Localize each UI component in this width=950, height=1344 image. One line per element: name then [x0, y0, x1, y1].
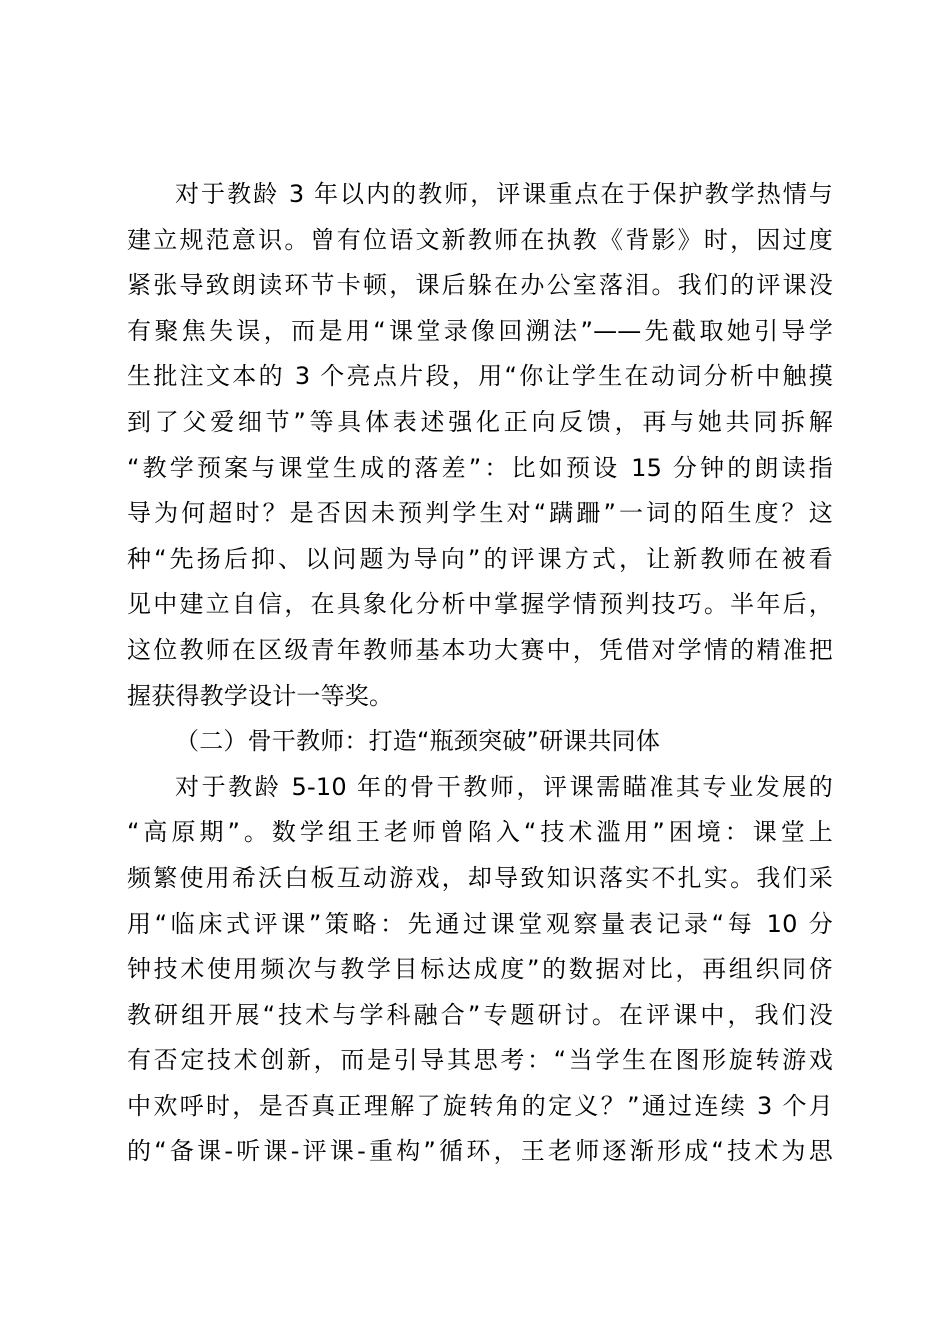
- paragraph-line: 生批注文本的 3 个亮点片段，用“你让学生在动词分析中触摸: [127, 362, 833, 391]
- paragraph-line: “教学预案与课堂生成的落差”：比如预设 15 分钟的朗读指: [127, 453, 833, 482]
- paragraph-line: 到了父爱细节”等具体表述强化正向反馈，再与她共同拆解: [127, 407, 833, 436]
- paragraph-line: 钟技术使用频次与教学目标达成度”的数据对比，再组织同侪: [127, 955, 833, 984]
- paragraph-line: 用“临床式评课”策略：先通过课堂观察量表记录“每 10 分: [127, 909, 833, 938]
- paragraph-line: 种“先扬后抑、以问题为导向”的评课方式，让新教师在被看: [127, 544, 833, 573]
- paragraph-line: 对于教龄 3 年以内的教师，评课重点在于保护教学热情与: [175, 180, 833, 208]
- paragraph-line: “高原期”。数学组王老师曾陷入“技术滥用”困境：课堂上: [127, 818, 833, 847]
- paragraph-line: 的“备课-听课-评课-重构”循环，王老师逐渐形成“技术为思: [127, 1137, 833, 1166]
- paragraph-line: 频繁使用希沃白板互动游戏，却导致知识落实不扎实。我们采: [127, 863, 833, 892]
- paragraph-1: [127, 172, 833, 719]
- paragraph-line: 有否定技术创新，而是引导其思考：“当学生在图形旋转游戏: [127, 1046, 833, 1075]
- section-heading: （二）骨干教师：打造“瓶颈突破”研课共同体: [175, 727, 661, 756]
- paragraph-line: 见中建立自信，在具象化分析中掌握学情预判技巧。半年后，: [127, 590, 833, 619]
- paragraph-line: 导为何超时？是否因未预判学生对“蹒跚”一词的陌生度？这: [127, 499, 833, 528]
- paragraph-line: 握获得教学设计一等奖。: [127, 681, 394, 710]
- body-text: [127, 172, 833, 1175]
- paragraph-line: 有聚焦失误，而是用“课堂录像回溯法”——先截取她引导学: [127, 316, 833, 345]
- paragraph-line: 紧张导致朗读环节卡顿，课后躲在办公室落泪。我们的评课没: [127, 271, 833, 300]
- paragraph-line: 这位教师在区级青年教师基本功大赛中，凭借对学情的精准把: [127, 635, 833, 664]
- paragraph-2: [127, 765, 833, 1175]
- paragraph-line: 对于教龄 5-10 年的骨干教师，评课需瞄准其专业发展的: [175, 772, 833, 801]
- paragraph-line: 建立规范意识。曾有位语文新教师在执教《背影》时，因过度: [127, 225, 833, 254]
- paragraph-line: 教研组开展“技术与学科融合”专题研讨。在评课中，我们没: [127, 1000, 833, 1029]
- paragraph-line: 中欢呼时，是否真正理解了旋转角的定义？”通过连续 3 个月: [127, 1091, 833, 1120]
